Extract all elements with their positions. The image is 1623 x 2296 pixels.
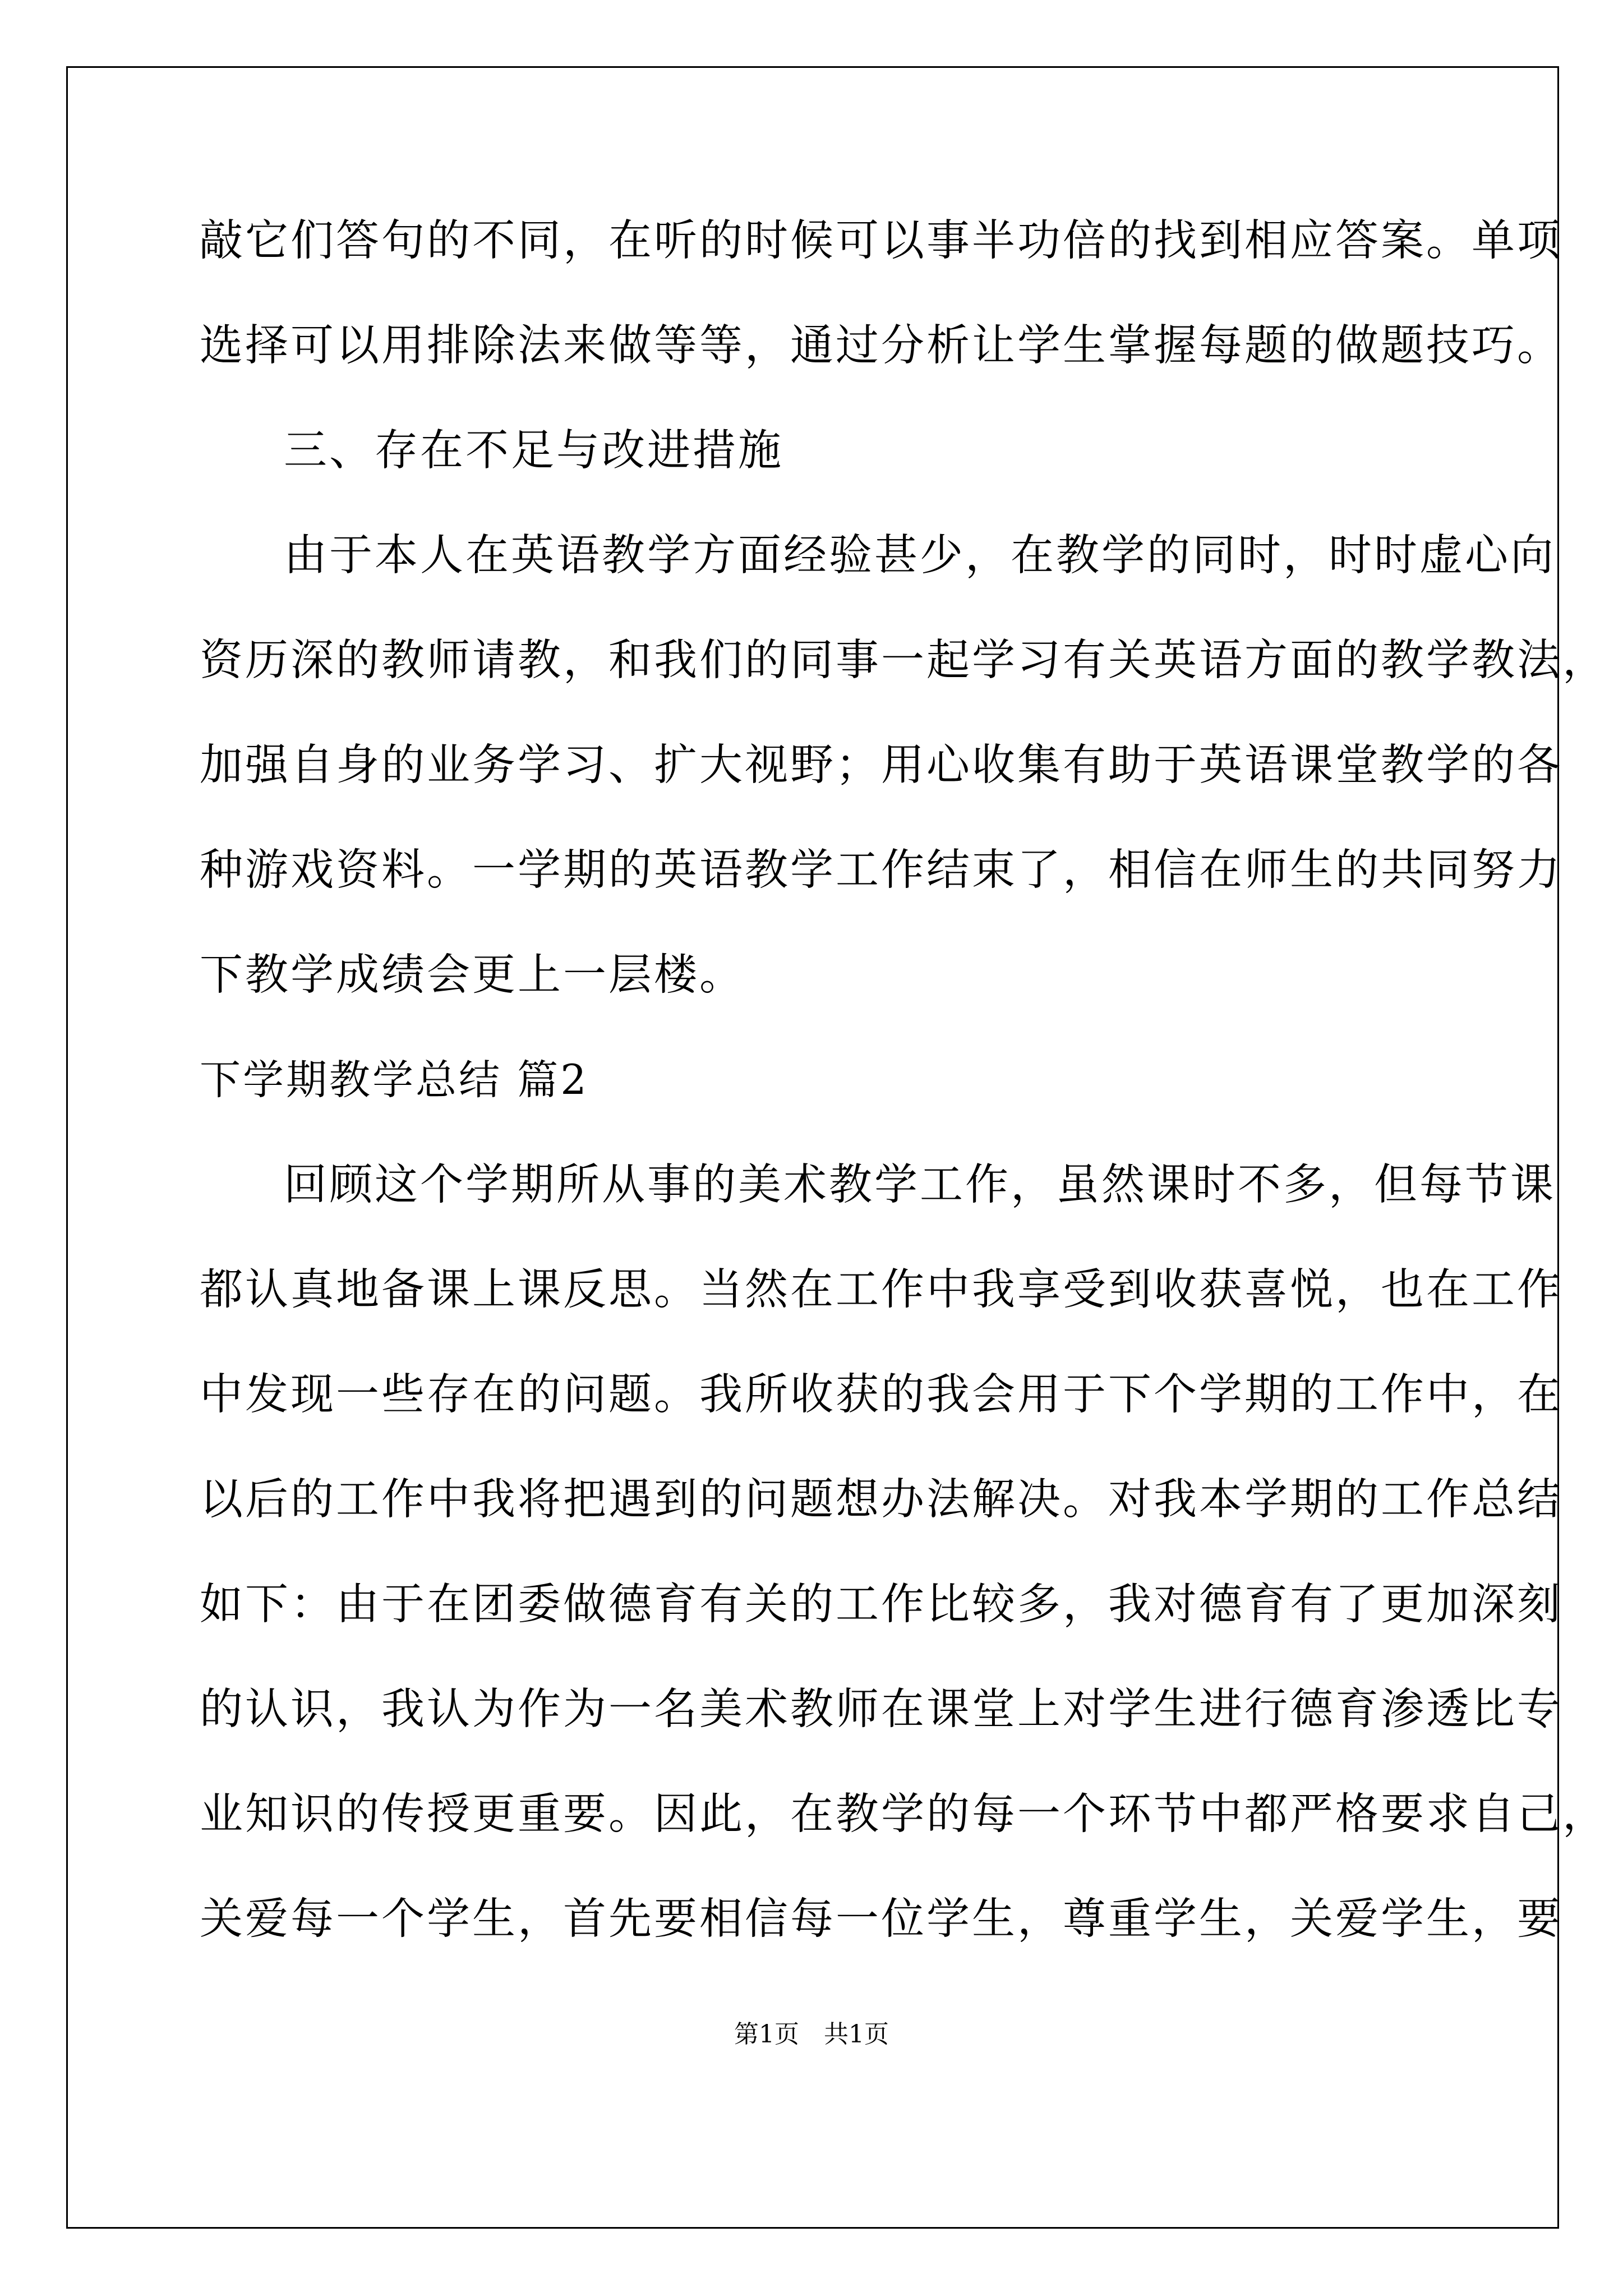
section-subheading: 三、存在不足与改进措施 [284,426,783,476]
text-line: 由于本人在英语教学方面经验甚少，在教学的同时，时时虚心向 [284,531,1556,581]
page-footer: 第1页 共1页 [734,2020,889,2049]
text-line: 资历深的教师请教，和我们的同事一起学习有关英语方面的教学教法， [200,636,1608,685]
text-line: 选择可以用排除法来做等等，通过分析让学生掌握每题的做题技巧。 [200,321,1562,371]
document-body [200,208,1608,1991]
text-line: 敲它们答句的不同，在听的时候可以事半功倍的找到相应答案。单项 [200,216,1562,266]
text-line: 中发现一些存在的问题。我所收获的我会用于下个学期的工作中，在 [200,1370,1562,1420]
text-line: 业知识的传授更重要。因此，在教学的每一个环节中都严格要求自己， [200,1789,1608,1839]
text-line: 关爱每一个学生，首先要相信每一位学生，尊重学生，关爱学生，要 [200,1894,1562,1944]
text-line: 下教学成绩会更上一层楼。 [200,950,745,1000]
text-line: 加强自身的业务学习、扩大视野；用心收集有助于英语课堂教学的各 [200,740,1562,790]
text-line: 回顾这个学期所从事的美术教学工作，虽然课时不多，但每节课 [284,1160,1556,1210]
text-line: 的认识，我认为作为一名美术教师在课堂上对学生进行德育渗透比专 [200,1685,1562,1734]
text-line: 都认真地备课上课反思。当然在工作中我享受到收获喜悦，也在工作 [200,1265,1562,1315]
section-heading: 下学期教学总结 篇2 [200,1056,589,1104]
text-line: 以后的工作中我将把遇到的问题想办法解决。对我本学期的工作总结 [200,1475,1562,1525]
text-line: 种游戏资料。一学期的英语教学工作结束了，相信在师生的共同努力 [200,845,1562,895]
text-line: 如下：由于在团委做德育有关的工作比较多，我对德育有了更加深刻 [200,1580,1562,1630]
